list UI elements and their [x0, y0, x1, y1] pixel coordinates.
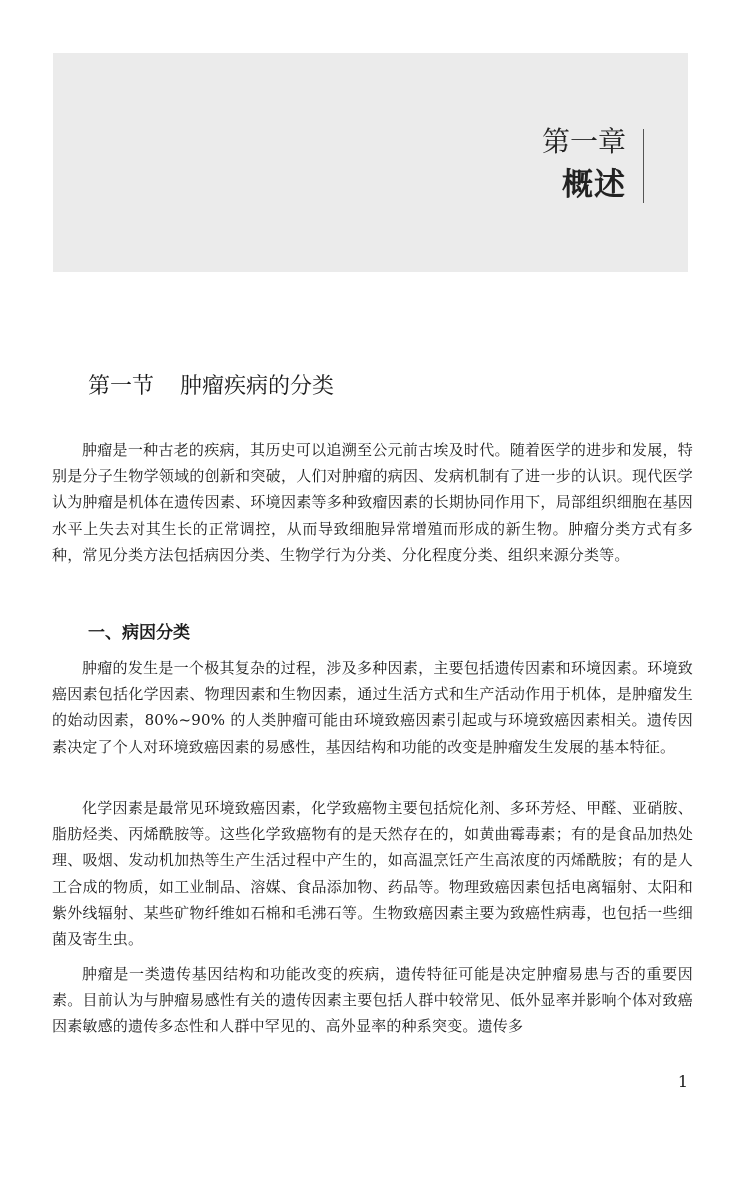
page-number: 1 [677, 1072, 688, 1091]
chapter-title: 概述 [562, 167, 626, 203]
chapter-label: 第一章 [541, 125, 626, 158]
section-title: 肿瘤疾病的分类 [180, 374, 335, 399]
body-paragraph: 化学因素是最常见环境致癌因素，化学致癌物主要包括烷化剂、多环芳烃、甲醛、亚硝胺、脂肪烃类、丙烯酰胺等。这些化学致癌物有的是天然存在的，如黄曲霉毒素；有的是食品加热处理、吸烟、发动机加热等生产生活过程中产生的，如高温烹饪产生高浓度的丙烯酰胺；有的是人工合成的物质，如工业制品、溶媒、食品添加物、药品等。物理致癌因素包括电离辐射、太阳和紫外线辐射、某些矿物纤维如石棉和毛沸石等。生物致癌因素主要为致癌性病毒，也包括一些细菌及寄生虫。 [52, 799, 693, 949]
section-heading [88, 372, 334, 402]
chapter-banner [53, 53, 688, 272]
body-paragraph: 肿瘤是一类遗传基因结构和功能改变的疾病，遗传特征可能是决定肿瘤易患与否的重要因素。目前认为与肿瘤易感性有关的遗传因素主要包括人群中较常见、低外显率并影响个体对致癌因素敏感的遗传多态性和人群中罕见的、高外显率的种系突变。遗传多 [52, 965, 693, 1036]
chapter-divider [643, 129, 644, 203]
section-number: 第一节 [88, 374, 155, 399]
subsection-heading: 一、病因分类 [88, 623, 190, 643]
intro-paragraph: 肿瘤是一种古老的疾病，其历史可以追溯至公元前古埃及时代。随着医学的进步和发展，特别是分子生物学领域的创新和突破，人们对肿瘤的病因、发病机制有了进一步的认识。现代医学认为肿瘤是机体在遗传因素、环境因素等多种致瘤因素的长期协同作用下，局部组织细胞在基因水平上失去对其生长的正常调控，从而导致细胞异常增殖而形成的新生物。肿瘤分类方式有多种，常见分类方法包括病因分类、生物学行为分类、分化程度分类、组织来源分类等。 [52, 441, 693, 564]
body-paragraph: 肿瘤的发生是一个极其复杂的过程，涉及多种因素，主要包括遗传因素和环境因素。环境致癌因素包括化学因素、物理因素和生物因素，通过生活方式和生产活动作用于机体，是肿瘤发生的始动因素，80%~90% 的人类肿瘤可能由环境致癌因素引起或与环境致癌因素相关。遗传因素决定了个人对环境致癌因素的易感性，基因结构和功能的改变是肿瘤发生发展的基本特征。 [52, 659, 693, 756]
